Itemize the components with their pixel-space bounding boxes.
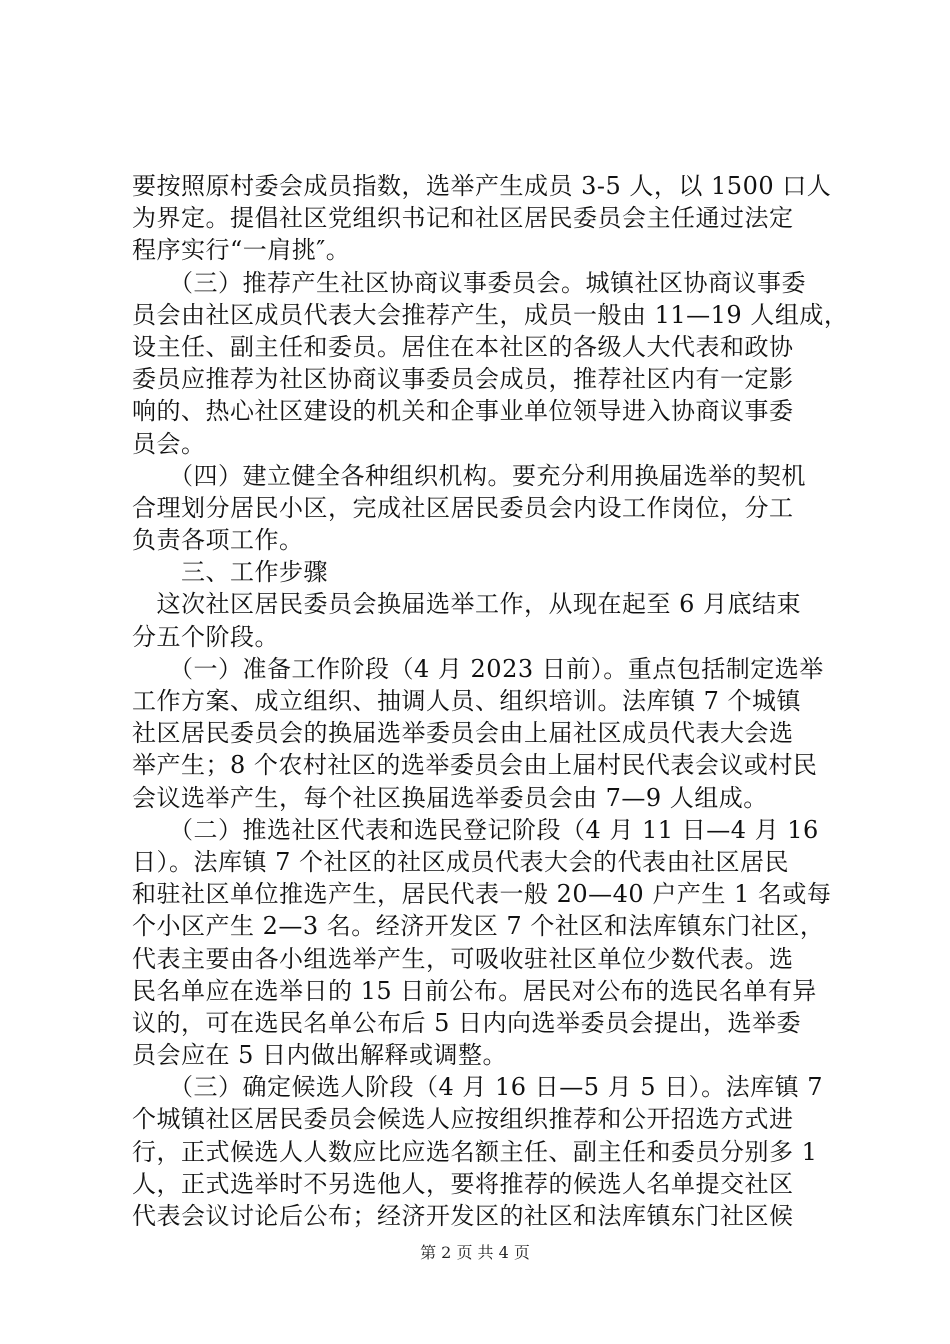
text-line: 社区居民委员会的换届选举委员会由上届社区成员代表大会选 [132,719,794,748]
text-line: 个小区产生 2—3 名。经济开发区 7 个社区和法库镇东门社区， [132,912,825,941]
text-line: （一）准备工作阶段（4 月 2023 日前）。重点包括制定选举 [132,654,824,683]
text-line: 设主任、副主任和委员。居住在本社区的各级人大代表和政协 [132,332,794,361]
text-line: 员会。 [132,429,206,458]
text-line: 程序实行“一肩挑″。 [132,236,351,265]
text-line: 人，正式选举时不另选他人，要将推荐的候选人名单提交社区 [132,1169,794,1198]
page-number-label: 第 2 页 共 4 页 [420,1243,530,1262]
page-footer [0,1243,950,1263]
text-line: 议的，可在选民名单公布后 5 日内向选举委员会提出，选举委 [132,1008,802,1037]
text-line: 代表会议讨论后公布；经济开发区的社区和法库镇东门社区候 [132,1202,794,1230]
text-line: （二）推选社区代表和选民登记阶段（4 月 11 日—4 月 16 [132,815,819,844]
text-line: （三）确定候选人阶段（4 月 16 日—5 月 5 日）。法库镇 7 [132,1073,824,1102]
text-line: 民名单应在选举日的 15 日前公布。居民对公布的选民名单有异 [132,976,817,1005]
text-line: 这次社区居民委员会换届选举工作，从现在起至 6 月底结束 [132,590,802,619]
text-line: 分五个阶段。 [132,622,279,651]
text-line: （四）建立健全各种组织机构。要充分利用换届选举的契机 [132,461,806,490]
text-line: 日）。法库镇 7 个社区的社区成员代表大会的代表由社区居民 [132,847,790,876]
text-line: 合理划分居民小区，完成社区居民委员会内设工作岗位，分工 [132,493,794,522]
text-line: 负责各项工作。 [132,526,304,555]
text-line: 响的、热心社区建设的机关和企事业单位领导进入协商议事委 [132,397,794,426]
section-heading: 三、工作步骤 [132,558,328,587]
document-body [132,170,849,1232]
text-line: 员会应在 5 日内做出解释或调整。 [132,1041,508,1070]
text-line: 行，正式候选人人数应比应选名额主任、副主任和委员分别多 1 [132,1137,818,1166]
text-line: 工作方案、成立组织、抽调人员、组织培训。法库镇 7 个城镇 [132,687,802,715]
text-line: 举产生；8 个农村社区的选举委员会由上届村民代表会议或村民 [132,751,818,780]
text-line: 个城镇社区居民委员会候选人应按组织推荐和公开招选方式进 [132,1105,794,1134]
text-line: 和驻社区单位推选产生，居民代表一般 20—40 户产生 1 名或每 [132,880,832,909]
text-line: 员会由社区成员代表大会推荐产生，成员一般由 11—19 人组成， [132,300,849,329]
text-line: 为界定。提倡社区党组织书记和社区居民委员会主任通过法定 [132,204,794,233]
text-line: （三）推荐产生社区协商议事委员会。城镇社区协商议事委 [132,268,806,297]
text-line: 会议选举产生，每个社区换届选举委员会由 7—9 人组成。 [132,783,768,812]
text-line: 委员应推荐为社区协商议事委员会成员，推荐社区内有一定影 [132,365,794,394]
text-line: 要按照原村委会成员指数，选举产生成员 3-5 人，以 1500 口人 [132,172,832,200]
text-line: 代表主要由各小组选举产生，可吸收驻社区单位少数代表。选 [132,944,794,973]
